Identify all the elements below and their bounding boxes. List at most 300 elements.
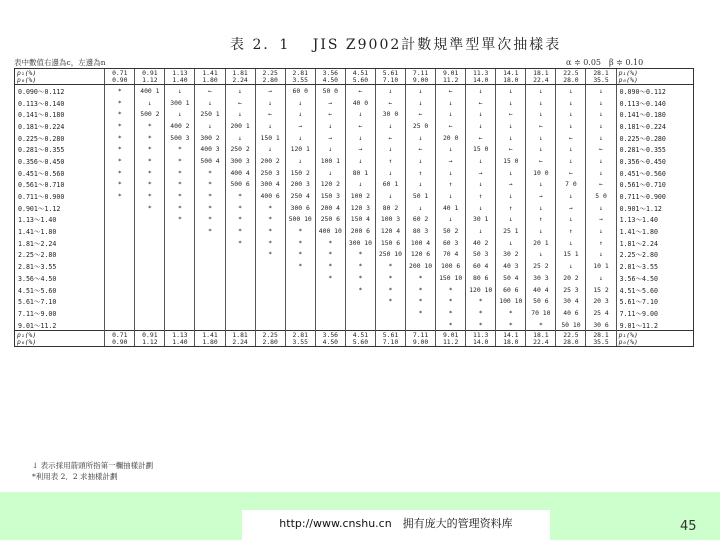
row-label: 0.281～0.355: [15, 143, 105, 155]
table-cell: 25 1: [496, 225, 526, 237]
table-cell: ↓: [526, 143, 556, 155]
table-cell: ↓: [225, 132, 255, 144]
table-cell: *: [255, 237, 285, 249]
table-cell: *: [105, 167, 135, 179]
p1-range-end: 14.0: [473, 337, 489, 346]
table-cell: *: [375, 284, 405, 296]
table-cell: [105, 272, 135, 284]
row-label-right: 4.51～5.60: [616, 284, 693, 296]
table-cell: 120 2: [315, 179, 345, 191]
row-label: 2.81～3.55: [15, 260, 105, 272]
table-cell: ↓: [466, 85, 496, 97]
table-cell: 20 3: [586, 295, 616, 307]
table-cell: [135, 214, 165, 226]
table-cell: [285, 295, 315, 307]
table-cell: →: [526, 190, 556, 202]
table-cell: ↑: [406, 167, 436, 179]
table-cell: [195, 260, 225, 272]
table-cell: 20 2: [556, 272, 586, 284]
table-cell: [105, 260, 135, 272]
p1-range-start: 7.11: [412, 68, 429, 77]
table-cell: ↓: [526, 132, 556, 144]
header-cell: [105, 69, 135, 85]
p1-range-end: 9.00: [412, 337, 429, 346]
table-cell: *: [165, 179, 195, 191]
table-cell: 100 2: [345, 190, 375, 202]
table-cell: 120 6: [406, 249, 436, 261]
table-cell: *: [135, 155, 165, 167]
p1-range-end: 28.0: [563, 337, 579, 346]
table-cell: *: [105, 155, 135, 167]
table-cell: ↓: [526, 97, 556, 109]
table-cell: [225, 284, 255, 296]
table-cell: ←: [406, 143, 436, 155]
table-cell: *: [315, 249, 345, 261]
table-cell: ↓: [225, 108, 255, 120]
p1-range-end: 14.0: [473, 75, 489, 84]
table-row: [15, 260, 694, 272]
row-label: 1.81～2.24: [15, 237, 105, 249]
header-cell: [466, 69, 496, 85]
table-cell: *: [135, 143, 165, 155]
right-corner-p1: p₁(%): [618, 68, 638, 77]
table-cell: ↓: [436, 108, 466, 120]
table-row: [15, 85, 694, 97]
table-cell: ↓: [195, 120, 225, 132]
p1-range-start: 3.56: [322, 68, 339, 77]
table-cell: [255, 284, 285, 296]
table-cell: ↓: [586, 120, 616, 132]
p1-range-start: 14.1: [503, 68, 519, 77]
table-cell: 20 0: [436, 132, 466, 144]
table-row: [15, 225, 694, 237]
p1-range-end: 5.60: [352, 75, 369, 84]
table-cell: ↓: [375, 143, 405, 155]
table-cell: ←: [436, 85, 466, 97]
table-cell: 100 4: [406, 237, 436, 249]
table-cell: 25 3: [556, 284, 586, 296]
footer-banner: [242, 510, 550, 540]
table-cell: *: [406, 272, 436, 284]
p1-range-end: 2.80: [262, 337, 278, 346]
table-cell: 60 1: [375, 179, 405, 191]
table-cell: 30 0: [375, 108, 405, 120]
row-label-right: 0.225～0.280: [616, 132, 693, 144]
table-cell: 80 3: [406, 225, 436, 237]
table-row: [15, 155, 694, 167]
table-cell: [105, 202, 135, 214]
table-cell: ←: [375, 97, 405, 109]
footer-header-cell: [105, 331, 135, 347]
row-label-right: 0.281～0.355: [616, 143, 693, 155]
page-title: 表 2．1 JIS Z9002計數規準型單次抽樣表: [230, 37, 562, 53]
table-cell: 300 3: [225, 155, 255, 167]
p1-range-start: 0.71: [112, 68, 128, 77]
table-cell: ↓: [466, 155, 496, 167]
table-cell: ←: [255, 108, 285, 120]
table-cell: 120 4: [375, 225, 405, 237]
row-label-right: 0.181～0.224: [616, 120, 693, 132]
table-cell: 250 10: [375, 249, 405, 261]
table-cell: 400 1: [135, 85, 165, 97]
table-cell: *: [255, 225, 285, 237]
footer-header-cell: [436, 331, 466, 347]
table-cell: *: [135, 167, 165, 179]
row-label: 0.711～0.900: [15, 190, 105, 202]
p1-range-start: 18.1: [533, 68, 549, 77]
table-cell: 200 2: [255, 155, 285, 167]
row-label: 7.11～9.00: [15, 307, 105, 319]
table-cell: [225, 295, 255, 307]
p1-range-start: 1.41: [202, 68, 218, 77]
table-cell: *: [105, 108, 135, 120]
table-cell: 25 0: [406, 120, 436, 132]
table-cell: *: [436, 295, 466, 307]
table-cell: *: [526, 319, 556, 331]
table-cell: ↓: [556, 120, 586, 132]
p1-range-end: 7.10: [382, 337, 399, 346]
table-cell: 300 6: [285, 202, 315, 214]
table-cell: ↓: [406, 202, 436, 214]
header-cell: [315, 69, 345, 85]
table-cell: *: [195, 202, 225, 214]
p1-range-end: 1.80: [202, 75, 218, 84]
table-cell: ↓: [315, 120, 345, 132]
p1-range-start: 11.3: [473, 330, 489, 339]
table-cell: 60 4: [466, 260, 496, 272]
table-cell: *: [345, 284, 375, 296]
table-cell: 50 4: [496, 272, 526, 284]
table-cell: 15 0: [496, 155, 526, 167]
table-cell: ↓: [556, 237, 586, 249]
table-cell: ←: [466, 132, 496, 144]
table-cell: ↓: [436, 190, 466, 202]
table-cell: *: [436, 319, 466, 331]
table-cell: 400 6: [255, 190, 285, 202]
table-row: [15, 190, 694, 202]
table-cell: *: [406, 307, 436, 319]
table-cell: [165, 295, 195, 307]
table-cell: *: [375, 260, 405, 272]
table-cell: 30 4: [556, 295, 586, 307]
table-cell: [225, 249, 255, 261]
table-cell: →: [255, 85, 285, 97]
header-cell: [285, 69, 315, 85]
table-cell: *: [135, 179, 165, 191]
row-label-right: 9.01～11.2: [616, 319, 693, 331]
table-cell: *: [496, 319, 526, 331]
table-cell: ↓: [375, 120, 405, 132]
table-cell: ↑: [466, 190, 496, 202]
table-cell: 250 2: [225, 143, 255, 155]
header-row: [15, 69, 694, 85]
table-cell: 70 4: [436, 249, 466, 261]
table-cell: 500 4: [195, 155, 225, 167]
table-cell: ↓: [556, 85, 586, 97]
p1-range-start: 1.81: [232, 330, 248, 339]
p1-range-start: 0.91: [142, 330, 158, 339]
table-row: [15, 120, 694, 132]
table-cell: ↓: [466, 108, 496, 120]
table-cell: 10 1: [586, 260, 616, 272]
table-cell: [135, 284, 165, 296]
p1-range-end: 35.5: [593, 75, 609, 84]
table-cell: ↓: [315, 167, 345, 179]
table-cell: [135, 272, 165, 284]
table-cell: 40 3: [496, 260, 526, 272]
footer-header-cell: [195, 331, 225, 347]
table-cell: *: [195, 190, 225, 202]
table-cell: 250 4: [285, 190, 315, 202]
table-row: [15, 237, 694, 249]
table-cell: 40 4: [526, 284, 556, 296]
table-cell: ↓: [466, 202, 496, 214]
table-cell: [105, 307, 135, 319]
table-cell: ←: [345, 85, 375, 97]
table-cell: ↓: [406, 97, 436, 109]
table-cell: 150 6: [375, 237, 405, 249]
table-cell: 30 6: [586, 319, 616, 331]
table-cell: ←: [406, 108, 436, 120]
p1-range-end: 1.40: [172, 337, 188, 346]
table-cell: 30 2: [496, 249, 526, 261]
table-cell: 10 0: [526, 167, 556, 179]
p1-range-start: 1.13: [172, 330, 188, 339]
table-cell: *: [436, 284, 466, 296]
table-cell: *: [496, 307, 526, 319]
table-cell: ↓: [586, 225, 616, 237]
table-cell: 120 3: [345, 202, 375, 214]
table-cell: [255, 272, 285, 284]
table-cell: [195, 295, 225, 307]
header-cell: [496, 69, 526, 85]
right-corner-p0: p₀(%): [618, 75, 638, 84]
table-cell: 100 1: [315, 155, 345, 167]
p1-range-end: 1.40: [172, 75, 188, 84]
row-label-right: 1.81～2.24: [616, 237, 693, 249]
p1-range-start: 0.71: [112, 330, 128, 339]
table-cell: 200 6: [345, 225, 375, 237]
table-cell: ↓: [436, 167, 466, 179]
table-cell: [135, 319, 165, 331]
table-cell: 100 6: [436, 260, 466, 272]
table-cell: [225, 260, 255, 272]
table-cell: ↑: [586, 237, 616, 249]
table-cell: 40 0: [345, 97, 375, 109]
table-cell: ↓: [375, 167, 405, 179]
table-cell: ↓: [285, 132, 315, 144]
table-cell: ↑: [436, 179, 466, 191]
p1-range-end: 1.80: [202, 337, 218, 346]
table-cell: [195, 307, 225, 319]
table-cell: ←: [345, 120, 375, 132]
table-cell: ↓: [375, 85, 405, 97]
p1-range-end: 2.24: [232, 337, 248, 346]
p1-range-start: 5.61: [382, 330, 399, 339]
table-cell: ↓: [586, 85, 616, 97]
table-cell: ↓: [345, 155, 375, 167]
p1-range-end: 1.12: [142, 337, 158, 346]
table-cell: →: [436, 155, 466, 167]
table-cell: 200 4: [315, 202, 345, 214]
footer-header-cell: [375, 331, 405, 347]
table-cell: *: [375, 272, 405, 284]
table-cell: ↓: [315, 143, 345, 155]
table-cell: ↓: [526, 108, 556, 120]
table-cell: ↓: [466, 120, 496, 132]
p1-range-end: 3.55: [292, 75, 308, 84]
table-cell: 250 6: [315, 214, 345, 226]
header-cell: [345, 69, 375, 85]
table-cell: *: [466, 319, 496, 331]
table-cell: 70 10: [526, 307, 556, 319]
note-arrow: ↓ 表示採用箭頭所指第一欄抽樣計劃: [32, 461, 154, 470]
table-cell: ↓: [285, 155, 315, 167]
table-cell: ←: [195, 85, 225, 97]
table-cell: 40 6: [556, 307, 586, 319]
table-cell: →: [345, 143, 375, 155]
table-cell: *: [255, 202, 285, 214]
table-cell: ↓: [496, 214, 526, 226]
p1-range-start: 28.1: [593, 68, 609, 77]
table-cell: ←: [496, 108, 526, 120]
header-cell: [165, 69, 195, 85]
table-cell: *: [436, 307, 466, 319]
table-cell: *: [225, 190, 255, 202]
table-cell: 400 2: [165, 120, 195, 132]
table-cell: ↓: [255, 97, 285, 109]
table-cell: *: [285, 237, 315, 249]
table-cell: ←: [225, 97, 255, 109]
table-cell: ↓: [556, 97, 586, 109]
row-label: 1.13～1.40: [15, 214, 105, 226]
table-cell: [345, 319, 375, 331]
table-cell: 60 3: [436, 237, 466, 249]
row-label-right: 0.113～0.140: [616, 97, 693, 109]
table-cell: *: [195, 214, 225, 226]
table-cell: *: [165, 155, 195, 167]
table-cell: *: [195, 167, 225, 179]
table-cell: *: [165, 214, 195, 226]
table-cell: [135, 249, 165, 261]
table-cell: *: [225, 214, 255, 226]
row-label-right: 7.11～9.00: [616, 307, 693, 319]
table-cell: ↓: [255, 120, 285, 132]
table-cell: ←: [466, 97, 496, 109]
table-row: [15, 307, 694, 319]
p1-range-end: 35.5: [593, 337, 609, 346]
row-label: 2.25～2.80: [15, 249, 105, 261]
table-cell: *: [135, 190, 165, 202]
table-cell: *: [225, 225, 255, 237]
table-cell: →: [285, 120, 315, 132]
footer-header-cell: [345, 331, 375, 347]
table-cell: ↓: [345, 179, 375, 191]
table-cell: 250 3: [255, 167, 285, 179]
table-row: [15, 167, 694, 179]
table-cell: [255, 260, 285, 272]
row-label: 0.113～0.140: [15, 97, 105, 109]
table-cell: [165, 284, 195, 296]
table-cell: ↓: [526, 202, 556, 214]
row-label: 9.01～11.2: [15, 319, 105, 331]
table-cell: 15 2: [586, 284, 616, 296]
table-cell: 15 1: [556, 249, 586, 261]
table-cell: 50 1: [406, 190, 436, 202]
table-cell: *: [105, 132, 135, 144]
table-cell: ↓: [586, 132, 616, 144]
footer-link[interactable]: http://www.cnshu.cn 拥有庞大的管理资料库: [279, 517, 513, 530]
table-cell: [225, 307, 255, 319]
right-corner-p1: p₁(%): [618, 330, 638, 339]
footer-header-cell: [255, 331, 285, 347]
table-row: [15, 97, 694, 109]
table-cell: 150 1: [255, 132, 285, 144]
table-cell: 25 2: [526, 260, 556, 272]
header-right-corner: [616, 69, 693, 85]
table-caption: 表中數值右邊為c，左邊為n: [14, 58, 106, 67]
table-cell: [165, 272, 195, 284]
row-label: 0.141～0.180: [15, 108, 105, 120]
row-label-right: 2.81～3.55: [616, 260, 693, 272]
p1-range-end: 0.90: [112, 75, 128, 84]
table-cell: [255, 319, 285, 331]
p1-range-end: 2.24: [232, 75, 248, 84]
table-cell: ↓: [285, 97, 315, 109]
p1-range-start: 2.25: [262, 330, 278, 339]
table-cell: ↓: [526, 179, 556, 191]
row-label-right: 0.356～0.450: [616, 155, 693, 167]
table-cell: [105, 225, 135, 237]
table-cell: *: [225, 202, 255, 214]
table-cell: ↓: [195, 97, 225, 109]
footer-header-cell: [406, 331, 436, 347]
row-label: 0.181～0.224: [15, 120, 105, 132]
table-cell: →: [315, 97, 345, 109]
page-number: 45: [680, 519, 697, 534]
note-asterisk: *利用表 2．2 求抽樣計劃: [32, 472, 118, 481]
table-cell: *: [165, 190, 195, 202]
table-cell: *: [345, 249, 375, 261]
table-cell: *: [406, 295, 436, 307]
table-cell: [105, 237, 135, 249]
row-label: 0.090～0.112: [15, 85, 105, 97]
p1-range-end: 4.50: [322, 75, 339, 84]
table-cell: 5 0: [586, 190, 616, 202]
row-label-right: 3.56～4.50: [616, 272, 693, 284]
header-cell: [195, 69, 225, 85]
header-cell: [436, 69, 466, 85]
table-cell: ↓: [135, 97, 165, 109]
table-cell: 120 1: [285, 143, 315, 155]
table-cell: ←: [586, 179, 616, 191]
p1-range-start: 18.1: [533, 330, 549, 339]
table-row: [15, 202, 694, 214]
table-cell: *: [285, 260, 315, 272]
table-cell: 80 6: [466, 272, 496, 284]
table-cell: 100 3: [375, 214, 405, 226]
header-cell: [135, 69, 165, 85]
table-cell: 300 4: [255, 179, 285, 191]
table-cell: 120 10: [466, 284, 496, 296]
table-cell: →: [315, 132, 345, 144]
table-cell: 250 1: [195, 108, 225, 120]
table-cell: [135, 307, 165, 319]
table-cell: 300 2: [195, 132, 225, 144]
table-cell: ↓: [586, 202, 616, 214]
right-corner-p0: p₀(%): [618, 337, 638, 346]
table-cell: [285, 307, 315, 319]
